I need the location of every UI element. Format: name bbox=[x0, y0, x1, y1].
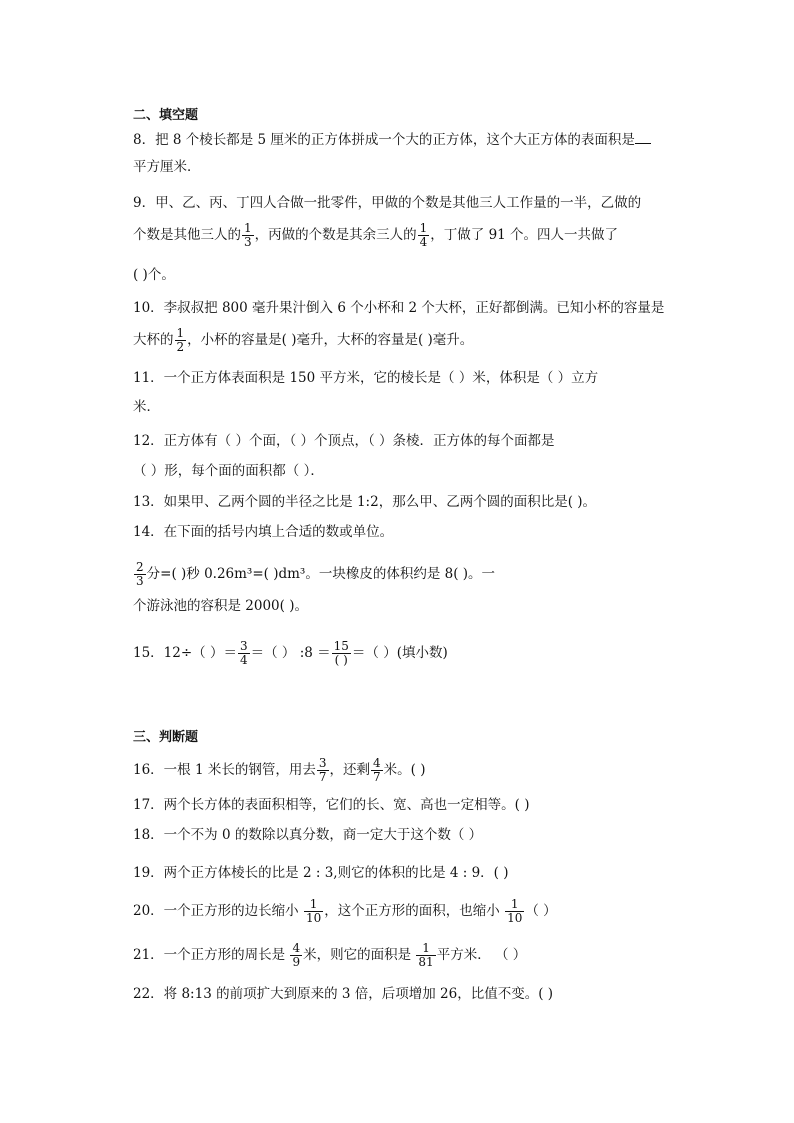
question-8-text: 8．把 8 个棱长都是 5 厘米的正方体拼成一个大的正方体，这个大正方体的表面积是 bbox=[133, 132, 635, 148]
section-fill-title: 二、填空题 bbox=[133, 108, 199, 123]
question-20: 20．一个正方形的边长缩小 $\frac{1}{10}$ ，这个正方形的面积，也缩小 $\frac{1}{10}$ （ ） bbox=[133, 897, 557, 925]
question-8-line-2: 平方厘米． bbox=[133, 159, 201, 175]
question-10-line-1: 10．李叔叔把 800 毫升果汁倒入 6 个小杯和 2 个大杯，正好都倒满。已知小杯的容量是 bbox=[133, 300, 665, 316]
fraction: $\frac{1}{81}$ bbox=[418, 941, 434, 969]
question-10-line-2: 大杯的 $\frac{1}{2}$ ，小杯的容量是( )毫升，大杯的容量是( )毫升。 bbox=[133, 326, 474, 354]
section-judge-title: 三、判断题 bbox=[133, 730, 199, 745]
fraction: $\frac{2}{3}$ bbox=[136, 560, 144, 588]
question-16: 16．一根 1 米长的钢管，用去 $\frac{3}{7}$ ，还剩 $\frac{4}{7}$ 米。( ) bbox=[133, 756, 426, 784]
fraction: $\frac{1}{4}$ bbox=[419, 221, 428, 249]
question-14-line-2: $\frac{2}{3}$ 分=( )秒 0.26m³=( )dm³。一块橡皮的体积约是 8( )。一 bbox=[136, 560, 496, 588]
fraction: $\frac{1}{2}$ bbox=[176, 326, 185, 354]
fraction: $\frac{3}{7}$ bbox=[318, 756, 327, 784]
question-12-line-2: （ ）形，每个面的面积都（ ）． bbox=[133, 463, 324, 479]
fraction: $\frac{4}{7}$ bbox=[373, 756, 381, 784]
question-15: 15．12÷（ ）＝ $\frac{3}{4}$ ＝（ ） :8 ＝ 15 ( ) ＝（ ）(填小数) bbox=[133, 639, 448, 667]
fraction: $\frac{1}{10}$ bbox=[507, 897, 523, 925]
question-9-line-2: 个数是其他三人的 $\frac{1}{3}$ ，丙做的个数是其余三人的 $\frac{1}{4}$ ，丁做了 91 个。四人一共做了 bbox=[133, 221, 619, 249]
fraction: $\frac{1}{10}$ bbox=[305, 897, 322, 925]
question-14-line-3: 个游泳池的容积是 2000( )。 bbox=[133, 598, 308, 614]
fraction: $\frac{3}{4}$ bbox=[239, 639, 248, 667]
question-19: 19．两个正方体棱长的比是 2 : 3,则它的体积的比是 4 : 9．( ) bbox=[133, 865, 509, 881]
fraction: $\frac{1}{3}$ bbox=[244, 221, 252, 249]
question-18: 18．一个不为 0 的数除以真分数，商一定大于这个数（ ） bbox=[133, 827, 483, 843]
question-11-line-2: 米． bbox=[133, 399, 160, 415]
fraction: $\frac{4}{9}$ bbox=[292, 941, 301, 969]
fraction: 15 ( ) bbox=[333, 639, 349, 667]
question-14-line-1: 14．在下面的括号内填上合适的数或单位。 bbox=[133, 524, 394, 540]
question-12-line-1: 12．正方体有（ ）个面，（ ）个顶点，（ ）条棱．正方体的每个面都是 bbox=[133, 433, 555, 449]
question-11-line-1: 11．一个正方体表面积是 150 平方米，它的棱长是（ ）米，体积是（ ）立方 bbox=[133, 370, 599, 386]
question-22: 22．将 8:13 的前项扩大到原来的 3 倍，后项增加 26，比值不变。( ) bbox=[133, 986, 554, 1002]
question-9-line-1: 9．甲、乙、丙、丁四人合做一批零件，甲做的个数是其他三人工作量的一半，乙做的 bbox=[133, 195, 642, 211]
question-21: 21．一个正方形的周长是 $\frac{4}{9}$ 米，则它的面积是 $\frac{1}{81}$ 平方米． （ ） bbox=[133, 941, 527, 969]
question-9-line-3: ( )个。 bbox=[133, 267, 175, 283]
question-13: 13．如果甲、乙两个圆的半径之比是 1:2，那么甲、乙两个圆的面积比是( )。 bbox=[133, 494, 597, 510]
answer-blank[interactable] bbox=[635, 131, 651, 144]
question-8-line-1 bbox=[133, 131, 651, 149]
question-17: 17．两个长方体的表面积相等，它们的长、宽、高也一定相等。( ) bbox=[133, 797, 530, 813]
